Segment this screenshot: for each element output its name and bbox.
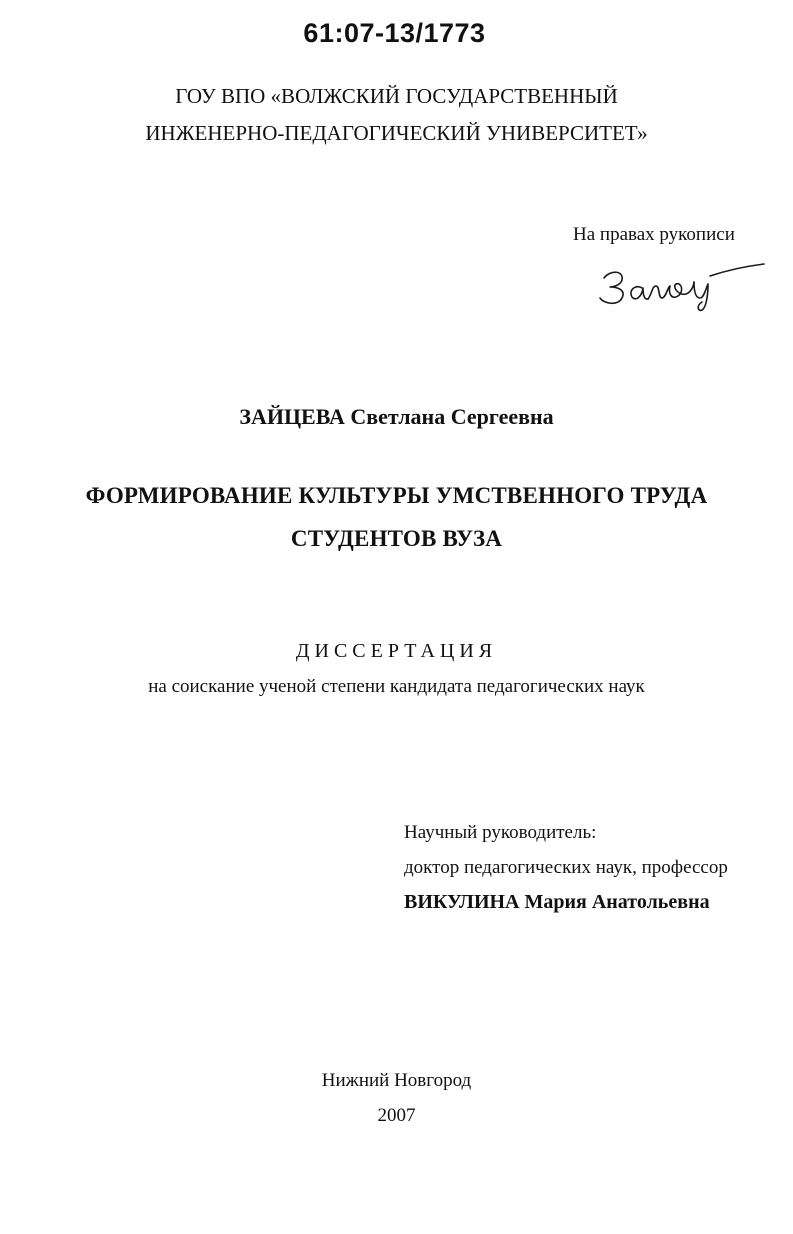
organization-line-2: ИНЖЕНЕРНО-ПЕДАГОГИЧЕСКИЙ УНИВЕРСИТЕТ» (145, 121, 648, 145)
dissertation-title-line-1: ФОРМИРОВАНИЕ КУЛЬТУРЫ УМСТВЕННОГО ТРУДА (85, 483, 708, 508)
supervisor-rank: доктор педагогических наук, профессор (404, 857, 728, 878)
year: 2007 (377, 1105, 416, 1126)
city: Нижний Новгород (321, 1070, 472, 1091)
degree-line: на соискание ученой степени кандидата педагогических наук (148, 676, 645, 697)
manuscript-note: На правах рукописи (573, 224, 735, 245)
supervisor-label: Научный руководитель: (404, 822, 597, 843)
supervisor-name: ВИКУЛИНА Мария Анатольевна (404, 891, 710, 913)
organization-line-1: ГОУ ВПО «ВОЛЖСКИЙ ГОСУДАРСТВЕННЫЙ (175, 84, 618, 108)
handwritten-signature (598, 256, 768, 312)
author-name: ЗАЙЦЕВА Светлана Сергеевна (239, 404, 554, 429)
catalog-number: 61:07-13/1773 (303, 18, 486, 48)
dissertation-title-line-2: СТУДЕНТОВ ВУЗА (290, 526, 503, 551)
document-type: ДИССЕРТАЦИЯ (295, 640, 498, 662)
